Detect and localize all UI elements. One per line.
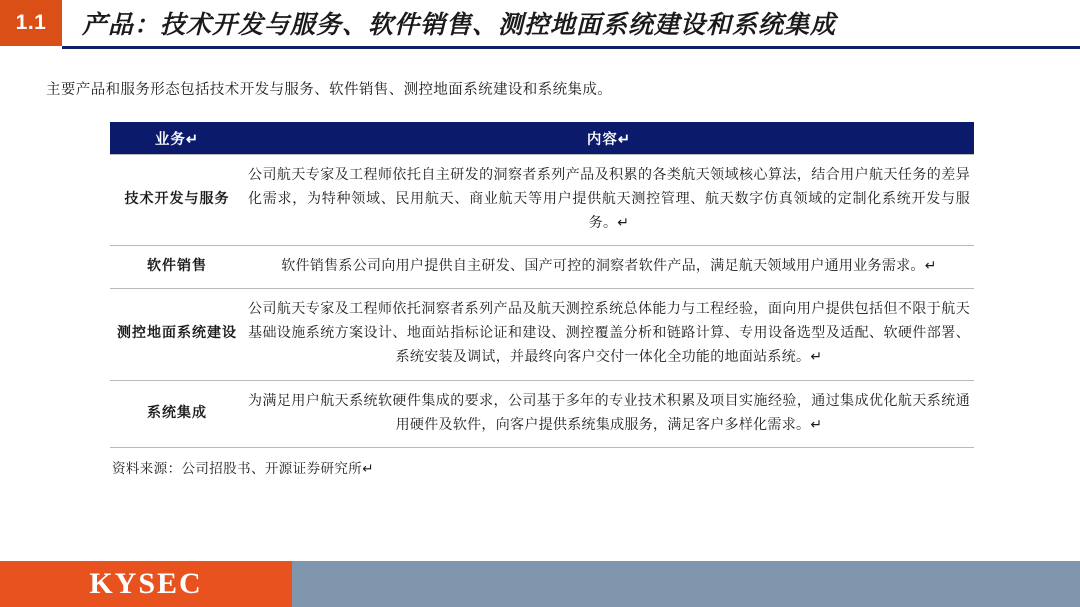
page-title: 产品：技术开发与服务、软件销售、测控地面系统建设和系统集成 [82,12,837,39]
header-divider [62,46,1080,49]
table-row [110,380,974,447]
cell-business-desc: 为满足用户航天系统软硬件集成的要求，公司基于多年的专业技术积累及项目实施经验，通过集成优化航天系统通用硬件及软件，向客户提供系统集成服务，满足客户多样化需求。↵ [244,380,974,447]
cell-business-desc: 软件销售系公司向用户提供自主研发、国产可控的洞察者软件产品，满足航天领域用户通用业务需求。↵ [244,246,974,289]
intro-text: 主要产品和服务形态包括技术开发与服务、软件销售、测控地面系统建设和系统集成。 [46,82,613,98]
section-number-badge: 1.1 [0,0,62,46]
footer-bar [292,561,1080,607]
company-logo [0,561,292,607]
cell-business-name: 软件销售 [110,246,244,289]
table-row [110,246,974,289]
table-row [110,155,974,246]
column-header-content: 内容↵ [244,122,974,155]
table-source-note: 资料来源：公司招股书、开源证券研究所↵ [112,460,374,476]
business-table [110,122,974,448]
column-header-business: 业务↵ [110,122,244,155]
cell-business-name: 系统集成 [110,380,244,447]
table-header-row [110,122,974,155]
cell-business-name: 测控地面系统建设 [110,289,244,380]
page-title-container [62,0,1080,46]
slide-footer [0,561,1080,607]
table-row [110,289,974,380]
cell-business-desc: 公司航天专家及工程师依托洞察者系列产品及航天测控系统总体能力与工程经验，面向用户提供包括但不限于航天基础设施系统方案设计、地面站指标论证和建设、测控覆盖分析和链路计算、专用设备选型及适配、软硬件部署、系统安装及调试，并最终向客户交付一体化全功能的地面站系统。↵ [244,289,974,380]
cell-business-name: 技术开发与服务 [110,155,244,246]
cell-business-desc: 公司航天专家及工程师依托自主研发的洞察者系列产品及积累的各类航天领域核心算法，结合用户航天任务的差异化需求，为特种领域、民用航天、商业航天等用户提供航天测控管理、航天数字仿真领域的定制化系统开发与服务。↵ [244,155,974,246]
company-logo-text: KYSEC [89,567,203,600]
business-table-container [110,122,970,477]
